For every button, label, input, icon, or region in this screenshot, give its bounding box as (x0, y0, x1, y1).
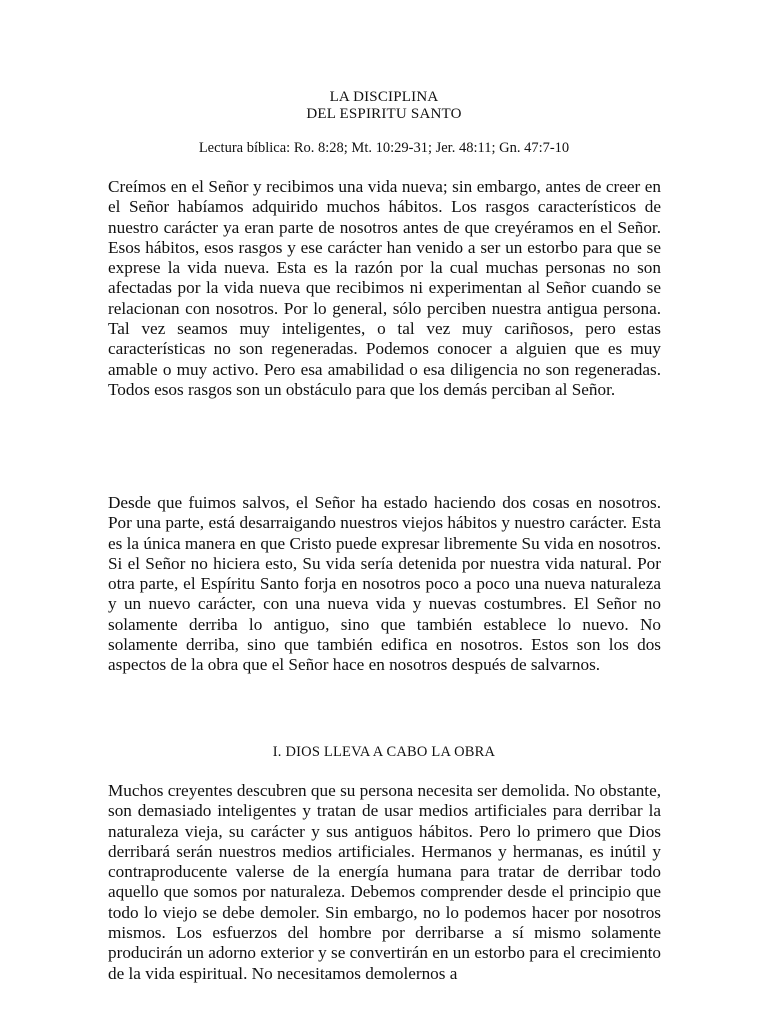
document-title-line-2: DEL ESPIRITU SANTO (306, 106, 462, 122)
paragraph-1: Creímos en el Señor y recibimos una vida nueva; sin embargo, antes de creer en el Señor habíamos adquirido muchos hábitos. Los rasgos característicos de nuestro carácter ya eran parte de nosotros antes de que creyéramos en el Señor. Esos hábitos, esos rasgos y ese carácter han venido a ser un estorbo para que se exprese la vida nueva. Esta es la razón por la cual muchas personas no son afectadas por la vida nueva que recibimos ni experimentan al Señor cuando se relacionan con nosotros. Por lo general, sólo perciben nuestra antigua persona. Tal vez seamos muy inteligentes, o tal vez muy cariñosos, pero estas características no son regeneradas. Podemos conocer a alguien que es muy amable o muy activo. Pero esa amabilidad o esa diligencia no son regeneradas. Todos esos rasgos son un obstáculo para que los demás perciban al Señor. (108, 177, 661, 399)
bible-reading-reference: Lectura bíblica: Ro. 8:28; Mt. 10:29-31; Jer. 48:11; Gn. 47:7-10 (198, 140, 570, 156)
paragraph-2: Desde que fuimos salvos, el Señor ha estado haciendo dos cosas en nosotros. Por una parte, está desarraigando nuestros viejos hábitos y nuestro carácter. Esta es la única manera en que Cristo puede expresar libremente Su vida en nosotros. Si el Señor no hiciera esto, Su vida sería detenida por nuestra vida natural. Por otra parte, el Espíritu Santo forja en nosotros poco a poco una nueva naturaleza y un nuevo carácter, con una nueva vida y nuevas costumbres. El Señor no solamente derriba lo antiguo, sino que también establece lo nuevo. No solamente derriba, sino que también edifica en nosotros. Estos son los dos aspectos de la obra que el Señor hace en nosotros después de salvarnos. (108, 493, 661, 675)
paragraph-3: Muchos creyentes descubren que su persona necesita ser demolida. No obstante, son demasiado inteligentes y tratan de usar medios artificiales para derribar la naturaleza vieja, su carácter y sus antiguos hábitos. Pero lo primero que Dios derribará serán nuestros medios artificiales. Hermanos y hermanas, es inútil y contraproducente valerse de la energía humana para tratar de derribar todo aquello que somos por naturaleza. Debemos comprender desde el principio que todo lo viejo se debe demoler. Sin embargo, no lo podemos hacer por nosotros mismos. Los esfuerzos del hombre por derribarse a sí mismo solamente producirán un adorno exterior y se convertirán en un estorbo para el crecimiento de la vida espiritual. No necesitamos demolernos a (108, 781, 661, 983)
document-title-line-1: LA DISCIPLINA (329, 89, 439, 105)
section-heading: I. DIOS LLEVA A CABO LA OBRA (272, 744, 496, 760)
